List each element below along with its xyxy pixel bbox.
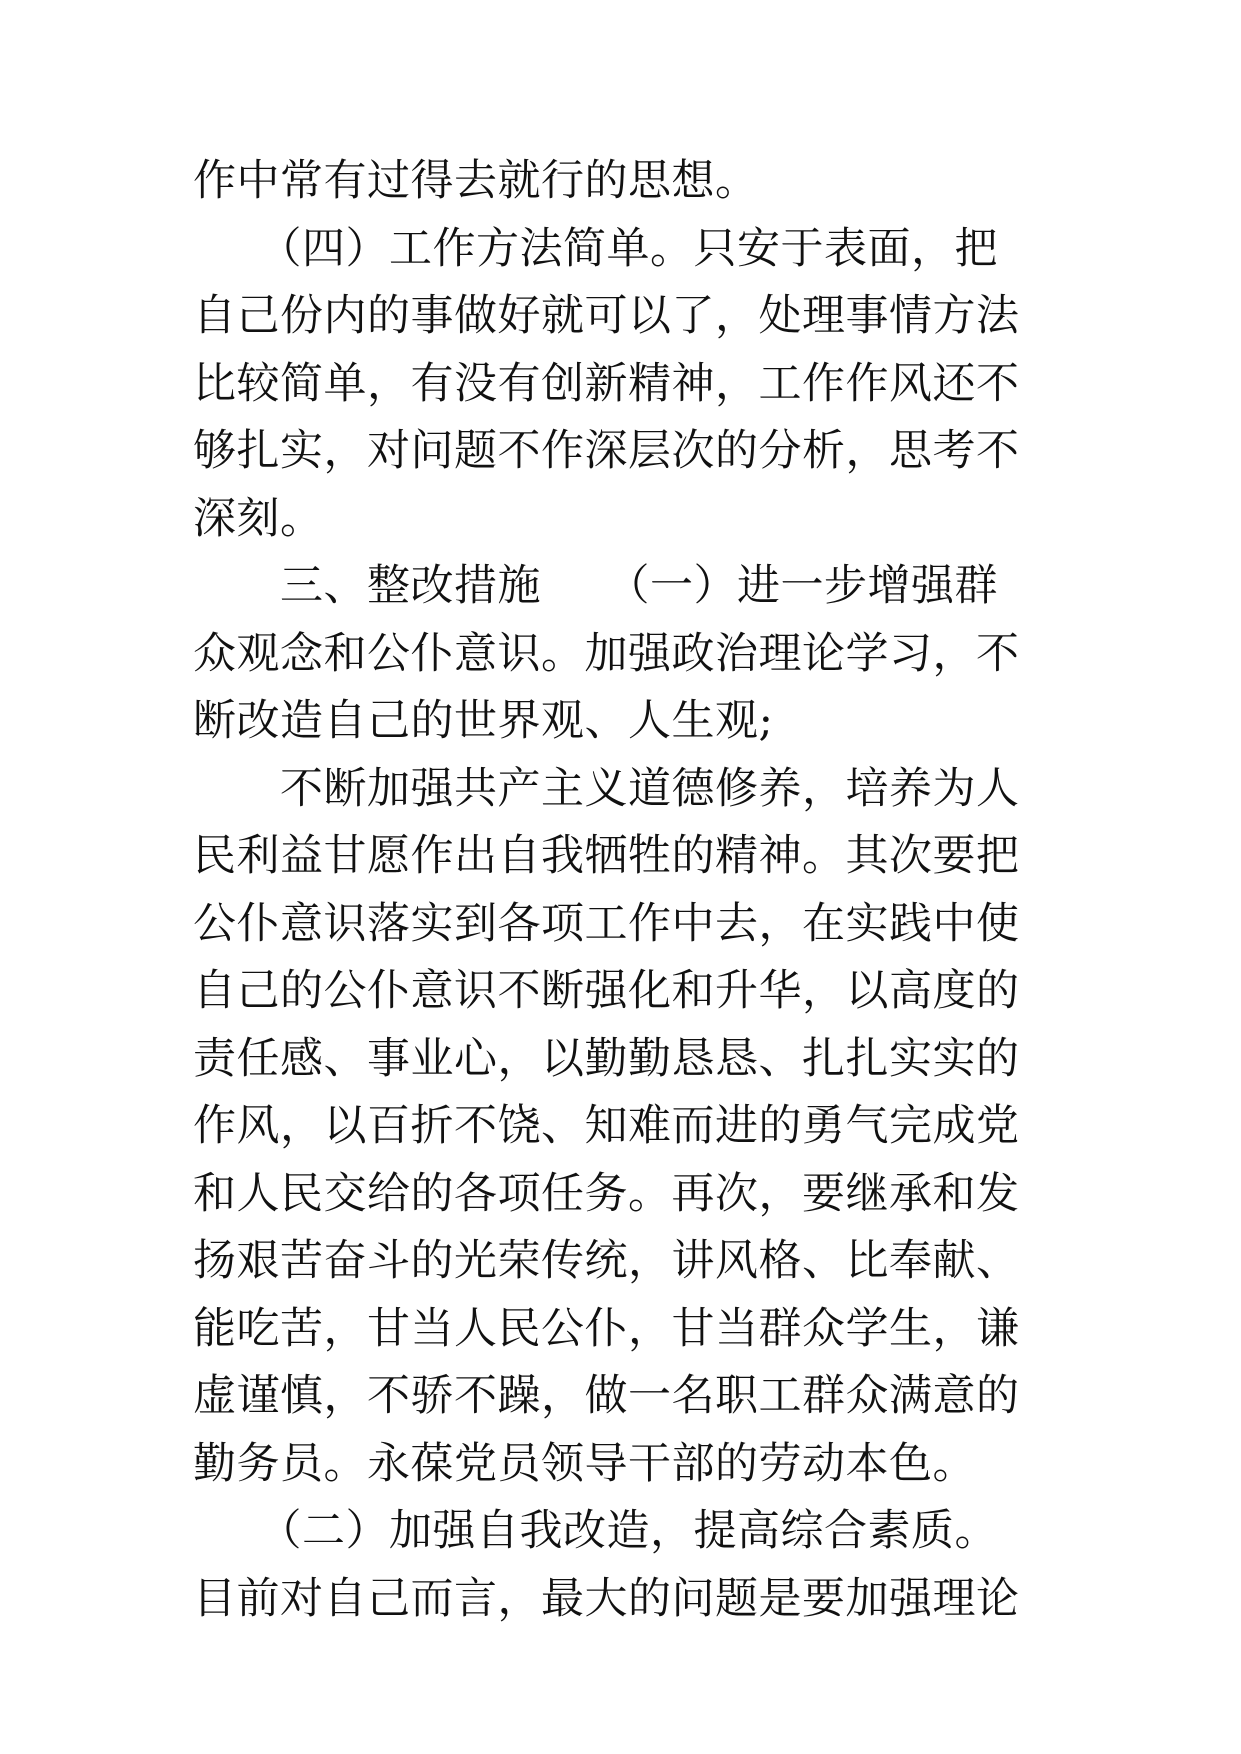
text-line: 作风，以百折不饶、知难而进的勇气完成党 — [193, 1101, 1020, 1151]
text-line: 虚谨慎，不骄不躁，做一名职工群众满意的 — [193, 1371, 1020, 1421]
text-line: 自己的公仆意识不断强化和升华，以高度的 — [193, 966, 1020, 1016]
text-line: 能吃苦，甘当人民公仆，甘当群众学生，谦 — [193, 1303, 1020, 1354]
document-body — [193, 148, 1073, 1633]
text-line: 责任感、事业心，以勤勤恳恳、扎扎实实的 — [193, 1033, 1020, 1084]
text-line: 不断加强共产主义道德修养，培养为人 — [193, 763, 1020, 814]
text-line: 目前对自己而言，最大的问题是要加强理论 — [193, 1573, 1020, 1624]
text-line: 够扎实，对问题不作深层次的分析，思考不 — [193, 426, 1020, 476]
text-line: （四）工作方法简单。只安于表面，把 — [193, 223, 998, 274]
text-line: 公仆意识落实到各项工作中去，在实践中使 — [193, 898, 1020, 949]
text-line: 民利益甘愿作出自我牺牲的精神。其次要把 — [193, 831, 1020, 881]
text-line: 勤务员。永葆党员领导干部的劳动本色。 — [193, 1438, 976, 1489]
text-line: 扬艰苦奋斗的光荣传统，讲风格、比奉献、 — [193, 1236, 1020, 1286]
text-line: 和人民交给的各项任务。再次，要继承和发 — [193, 1168, 1020, 1219]
text-line: 断改造自己的世界观、人生观; — [193, 696, 774, 746]
text-line: 深刻。 — [193, 493, 324, 544]
text-line: （二）加强自我改造，提高综合素质。 — [193, 1506, 998, 1556]
text-line: 自己份内的事做好就可以了，处理事情方法 — [193, 291, 1020, 341]
text-line: 比较简单，有没有创新精神，工作作风还不 — [193, 358, 1020, 409]
text-line: 三、整改措施 （一）进一步增强群 — [193, 561, 998, 611]
text-line: 众观念和公仆意识。加强政治理论学习，不 — [193, 628, 1020, 679]
text-line: 作中常有过得去就行的思想。 — [193, 156, 759, 206]
